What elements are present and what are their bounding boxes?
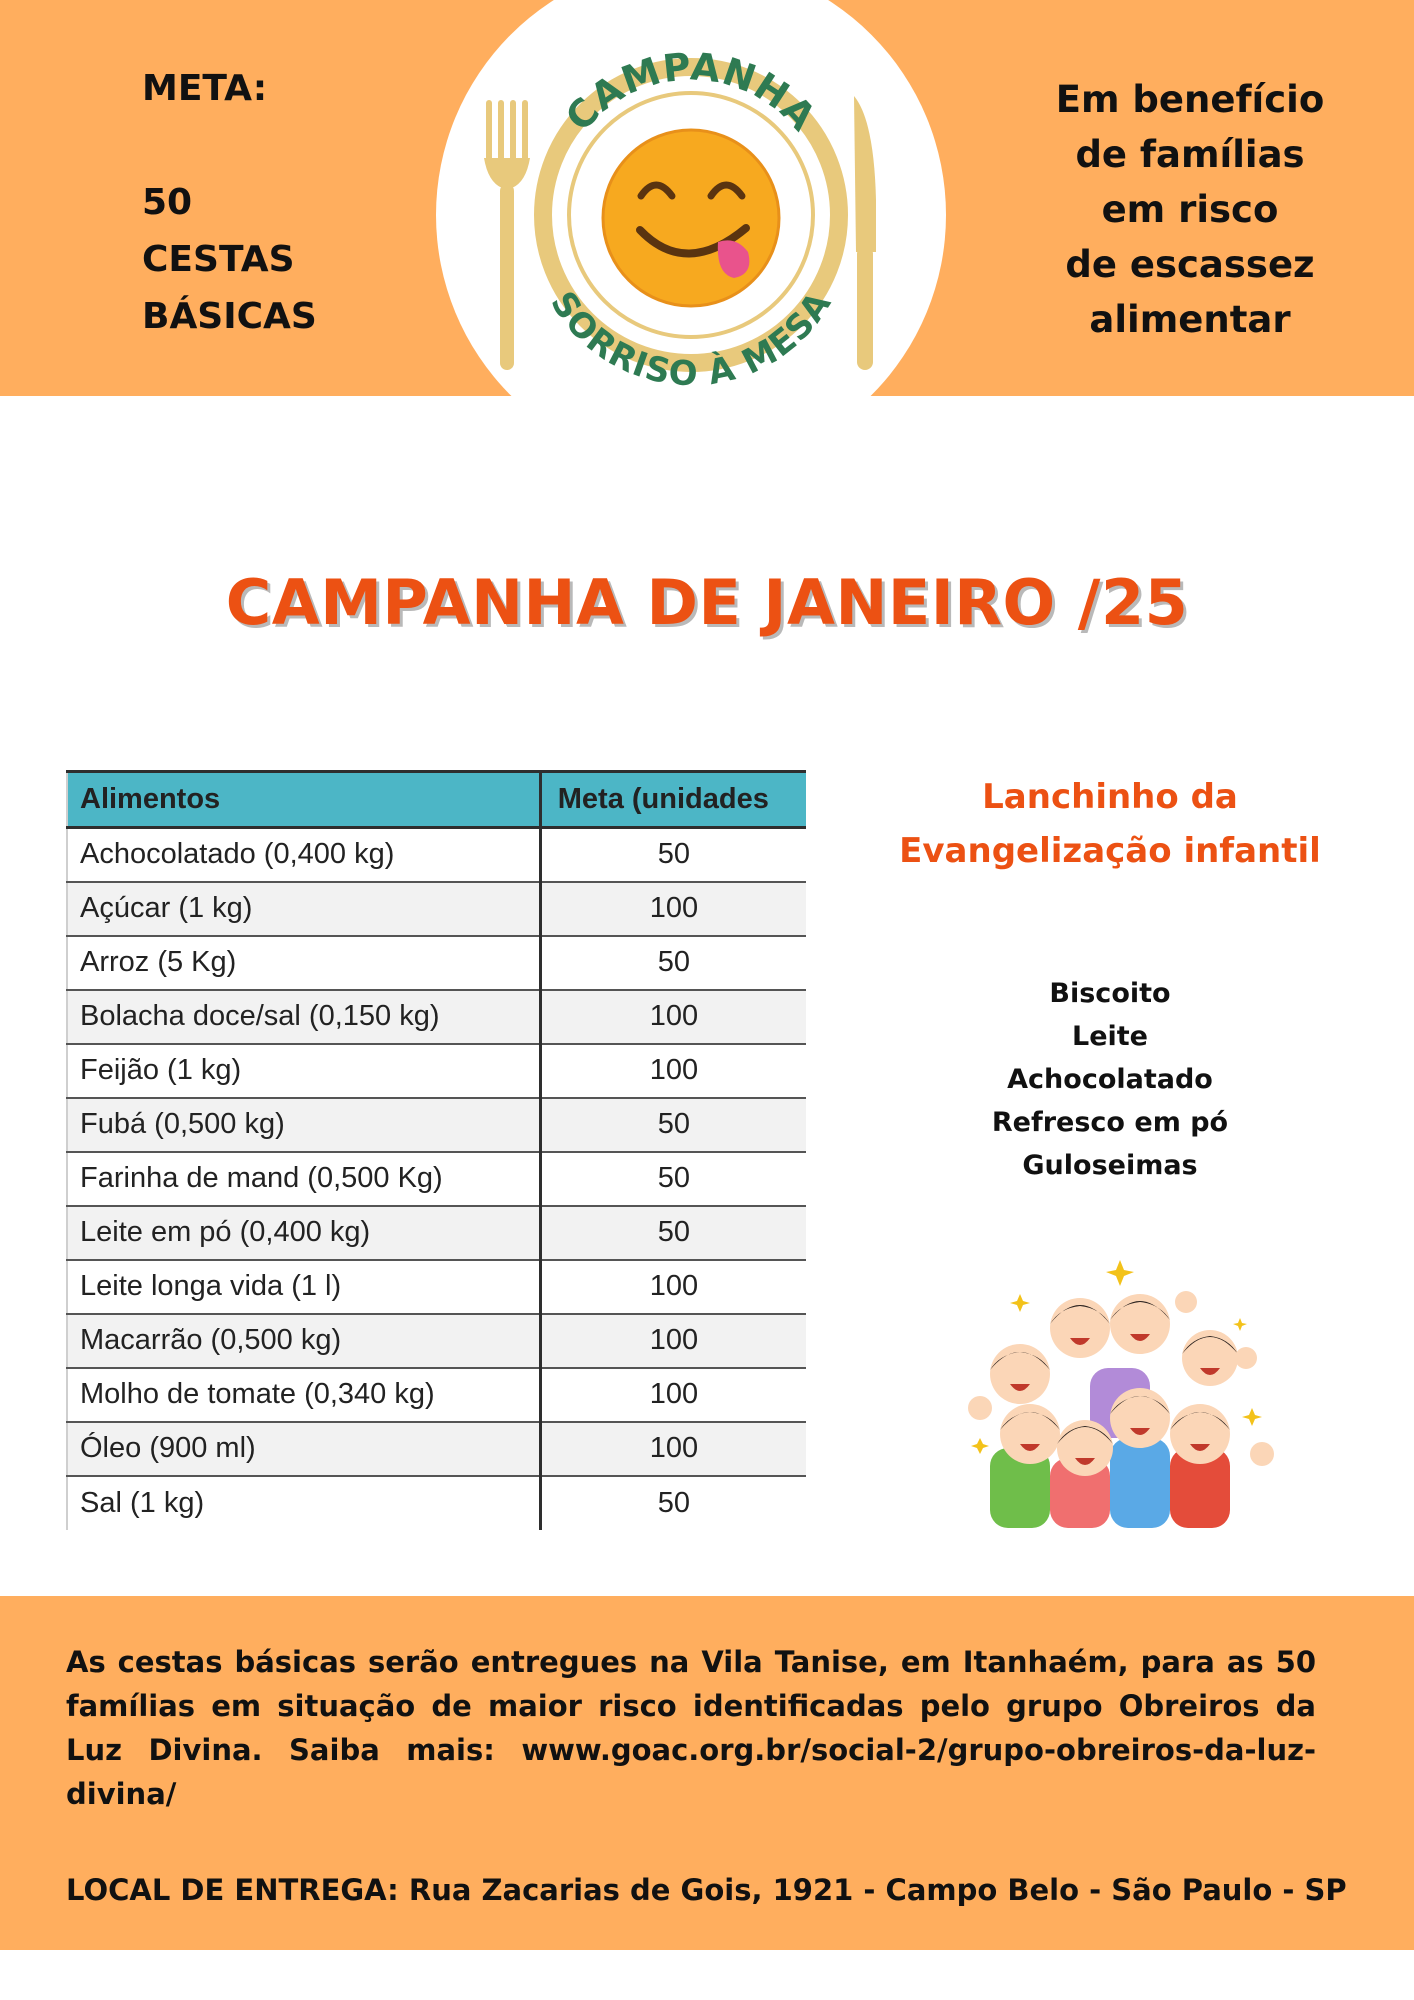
campaign-logo: [436, 0, 946, 470]
table-row: [67, 1368, 806, 1422]
benefit-line: de famílias: [1075, 133, 1305, 176]
food-name: Achocolatado (0,400 kg): [67, 828, 540, 882]
fork-icon: [484, 100, 530, 370]
table-row: [67, 1152, 806, 1206]
food-name: Fubá (0,500 kg): [67, 1098, 540, 1152]
list-item: Guloseimas: [1022, 1150, 1198, 1181]
header-meta: Meta (unidades: [540, 772, 806, 828]
food-name: Leite longa vida (1 l): [67, 1260, 540, 1314]
list-item: Refresco em pó: [991, 1107, 1229, 1138]
food-goals-table: [66, 770, 806, 1530]
table-row: [67, 882, 806, 936]
food-goal: 100: [540, 1368, 806, 1422]
list-item: Biscoito: [1049, 978, 1171, 1009]
table-row: [67, 1206, 806, 1260]
benefit-line: de escassez: [1065, 243, 1315, 286]
benefit-text: [1040, 72, 1340, 347]
food-goal: 100: [540, 990, 806, 1044]
table-row: [67, 936, 806, 990]
food-goal: 100: [540, 1044, 806, 1098]
table-row: [67, 990, 806, 1044]
food-goal: 50: [540, 1152, 806, 1206]
meta-line-2: BÁSICAS: [142, 296, 317, 337]
delivery-location: LOCAL DE ENTREGA: Rua Zacarias de Gois, 1921 - Campo Belo - São Paulo - SP: [66, 1873, 1347, 1907]
food-name: Óleo (900 ml): [67, 1422, 540, 1476]
food-goal: 50: [540, 1476, 806, 1530]
meta-line-1: CESTAS: [142, 239, 295, 280]
logo-bottom-text: SORRISO À MESA: [542, 284, 840, 395]
benefit-line: em risco: [1101, 188, 1279, 231]
happy-children-group-icon: [950, 1258, 1290, 1528]
table-row: [67, 1260, 806, 1314]
header-alimentos: Alimentos: [67, 772, 540, 828]
food-goal: 100: [540, 882, 806, 936]
table-row: [67, 1422, 806, 1476]
food-name: Arroz (5 Kg): [67, 936, 540, 990]
food-name: Sal (1 kg): [67, 1476, 540, 1530]
table-row: [67, 828, 806, 882]
snack-title: [870, 770, 1350, 878]
food-goal: 50: [540, 1206, 806, 1260]
delivery-info: As cestas básicas serão entregues na Vila Tanise, em Itanhaém, para as 50 famílias em situação de maior risco identificadas pelo grupo Obreiros da Luz Divina. Saiba mais: www.goac.org.br/social-2/grupo-obreiros-da-luz-divina/: [66, 1645, 1316, 1811]
snack-list: [960, 972, 1260, 1187]
food-goal: 50: [540, 1098, 806, 1152]
table-row: [67, 1476, 806, 1530]
campaign-title: CAMPANHA DE JANEIRO /25: [225, 566, 1189, 639]
logo-top-text: CAMPANHA: [556, 44, 825, 140]
food-name: Bolacha doce/sal (0,150 kg): [67, 990, 540, 1044]
meta-goal: [142, 60, 362, 345]
table-header-row: [67, 772, 806, 828]
food-name: Leite em pó (0,400 kg): [67, 1206, 540, 1260]
food-name: Molho de tomate (0,340 kg): [67, 1368, 540, 1422]
smiley-tongue-icon: [603, 130, 779, 306]
meta-label: META:: [142, 68, 268, 109]
knife-icon: [854, 96, 876, 370]
table-row: [67, 1314, 806, 1368]
food-name: Feijão (1 kg): [67, 1044, 540, 1098]
table-row: [67, 1098, 806, 1152]
food-goal: 100: [540, 1422, 806, 1476]
table-row: [67, 1044, 806, 1098]
benefit-line: alimentar: [1089, 298, 1291, 341]
food-name: Farinha de mand (0,500 Kg): [67, 1152, 540, 1206]
list-item: Leite: [1072, 1021, 1148, 1052]
food-goal: 50: [540, 936, 806, 990]
meta-number: 50: [142, 182, 193, 223]
snack-title-line: Evangelização infantil: [899, 831, 1321, 871]
snack-title-line: Lanchinho da: [982, 777, 1238, 817]
list-item: Achocolatado: [1007, 1064, 1213, 1095]
food-name: Açúcar (1 kg): [67, 882, 540, 936]
food-goal: 100: [540, 1260, 806, 1314]
food-goal: 100: [540, 1314, 806, 1368]
food-goal: 50: [540, 828, 806, 882]
food-name: Macarrão (0,500 kg): [67, 1314, 540, 1368]
benefit-line: Em benefício: [1055, 78, 1325, 121]
